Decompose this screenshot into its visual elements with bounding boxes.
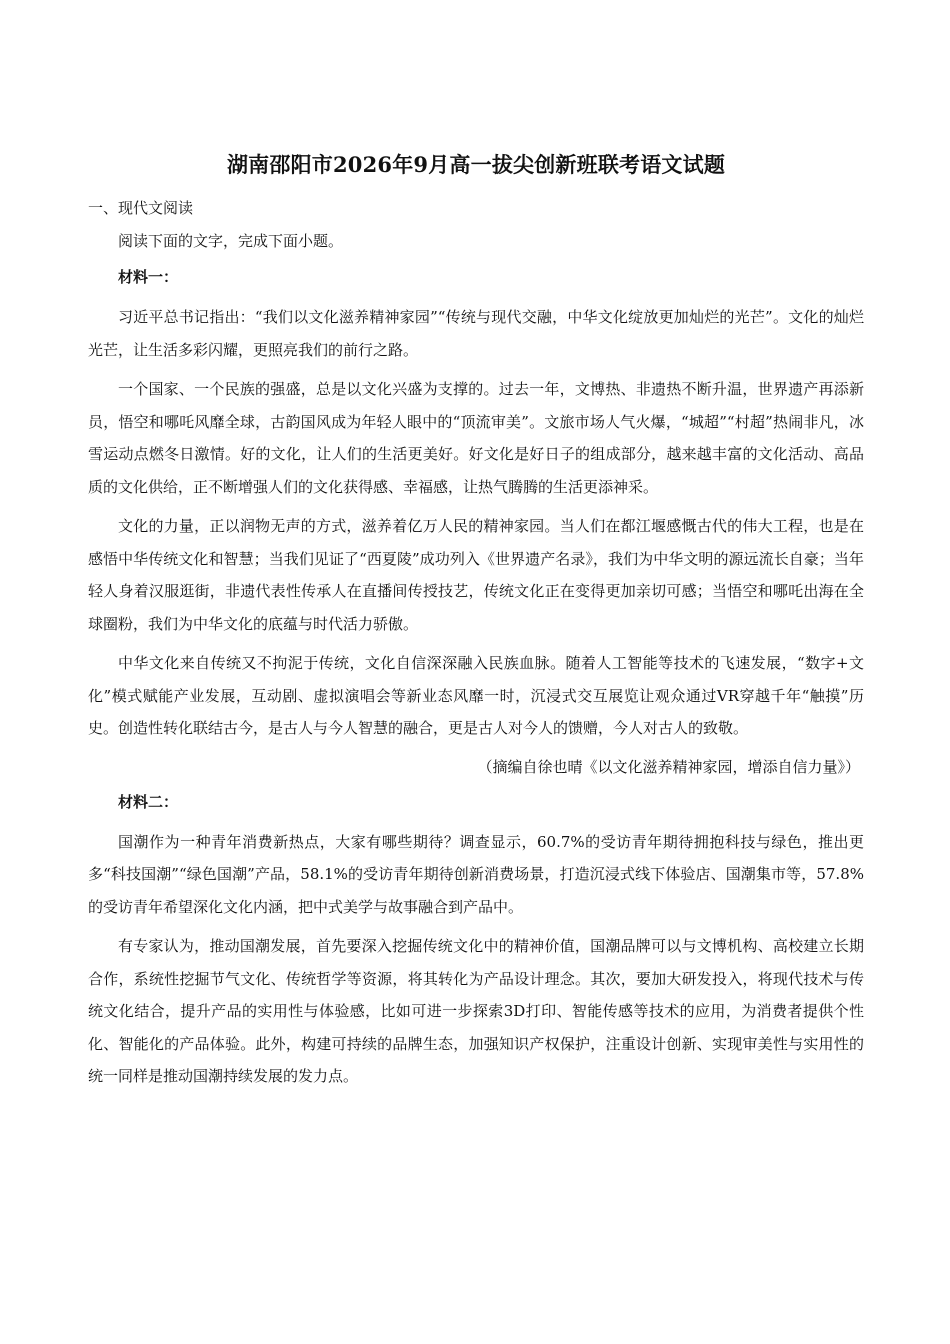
reading-instruction: 阅读下面的文字，完成下面小题。 — [118, 232, 344, 250]
material-one-paragraph-2: 一个国家、一个民族的强盛，总是以文化兴盛为支撑的。过去一年，文博热、非遗热不断升温，世界遗产再添新员，悟空和哪吒风靡全球，古韵国风成为年轻人眼中的“顶流审美”。文旅市场人气火爆，“城超”“村超”热闹非凡，冰雪运动点燃冬日激情。好的文化，让人们的生活更美好。好文化是好日子的组成部分，越来越丰富的文化活动、高品质的文化供给，正不断增强人们的文化获得感、幸福感，让热气腾腾的生活更添神采。 — [88, 380, 864, 496]
material-one-paragraph-4: 中华文化来自传统又不拘泥于传统，文化自信深深融入民族血脉。随着人工智能等技术的飞速发展，“数字+文化”模式赋能产业发展，互动剧、虚拟演唱会等新业态风靡一时，沉浸式交互展览让观众通过VR穿越千年“触摸”历史。创造性转化联结古今，是古人与今人智慧的融合，更是古人对今人的馈赠，今人对古人的致敬。 — [88, 654, 864, 737]
material-one-label: 材料一： — [118, 268, 179, 286]
material-one-paragraph-3: 文化的力量，正以润物无声的方式，滋养着亿万人民的精神家园。当人们在都江堰感慨古代的伟大工程，也是在感悟中华传统文化和智慧；当我们见证了“西夏陵”成功列入《世界遗产名录》，我们为中华文明的源远流长自豪；当年轻人身着汉服逛街，非遗代表性传承人在直播间传授技艺，传统文化正在变得更加亲切可感；当悟空和哪吒出海在全球圈粉，我们为中华文化的底蕴与时代活力骄傲。 — [88, 517, 864, 633]
material-two-paragraph-1: 国潮作为一种青年消费新热点，大家有哪些期待？调查显示，60.7%的受访青年期待拥抱科技与绿色，推出更多“科技国潮”“绿色国潮”产品，58.1%的受访青年期待创新消费场景，打造沉浸式线下体验店、国潮集市等，57.8%的受访青年希望深化文化内涵，把中式美学与故事融合到产品中。 — [88, 832, 864, 916]
material-one-source: （摘编自徐也晴《以文化滋养精神家园，增添自信力量》） — [477, 757, 860, 776]
material-two-paragraph-2: 有专家认为，推动国潮发展，首先要深入挖掘传统文化中的精神价值，国潮品牌可以与文博机构、高校建立长期合作，系统性挖掘节气文化、传统哲学等资源，将其转化为产品设计理念。其次，要加大研发投入，将现代技术与传统文化结合，提升产品的实用性与体验感，比如可进一步探索3D打印、智能传感等技术的应用，为消费者提供个性化、智能化的产品体验。此外，构建可持续的品牌生态，加强知识产权保护，注重设计创新、实现审美性与实用性的统一同样是推动国潮持续发展的发力点。 — [88, 937, 864, 1085]
material-one-paragraph-1: 习近平总书记指出：“我们以文化滋养精神家园”“传统与现代交融，中华文化绽放更加灿烂的光芒”。文化的灿烂光芒，让生活多彩闪耀，更照亮我们的前行之路。 — [88, 308, 864, 359]
document-title: 湖南邵阳市2026年9月高一拔尖创新班联考语文试题 — [226, 152, 726, 177]
section-heading: 一、现代文阅读 — [88, 199, 194, 217]
material-two-label: 材料二： — [118, 792, 179, 811]
